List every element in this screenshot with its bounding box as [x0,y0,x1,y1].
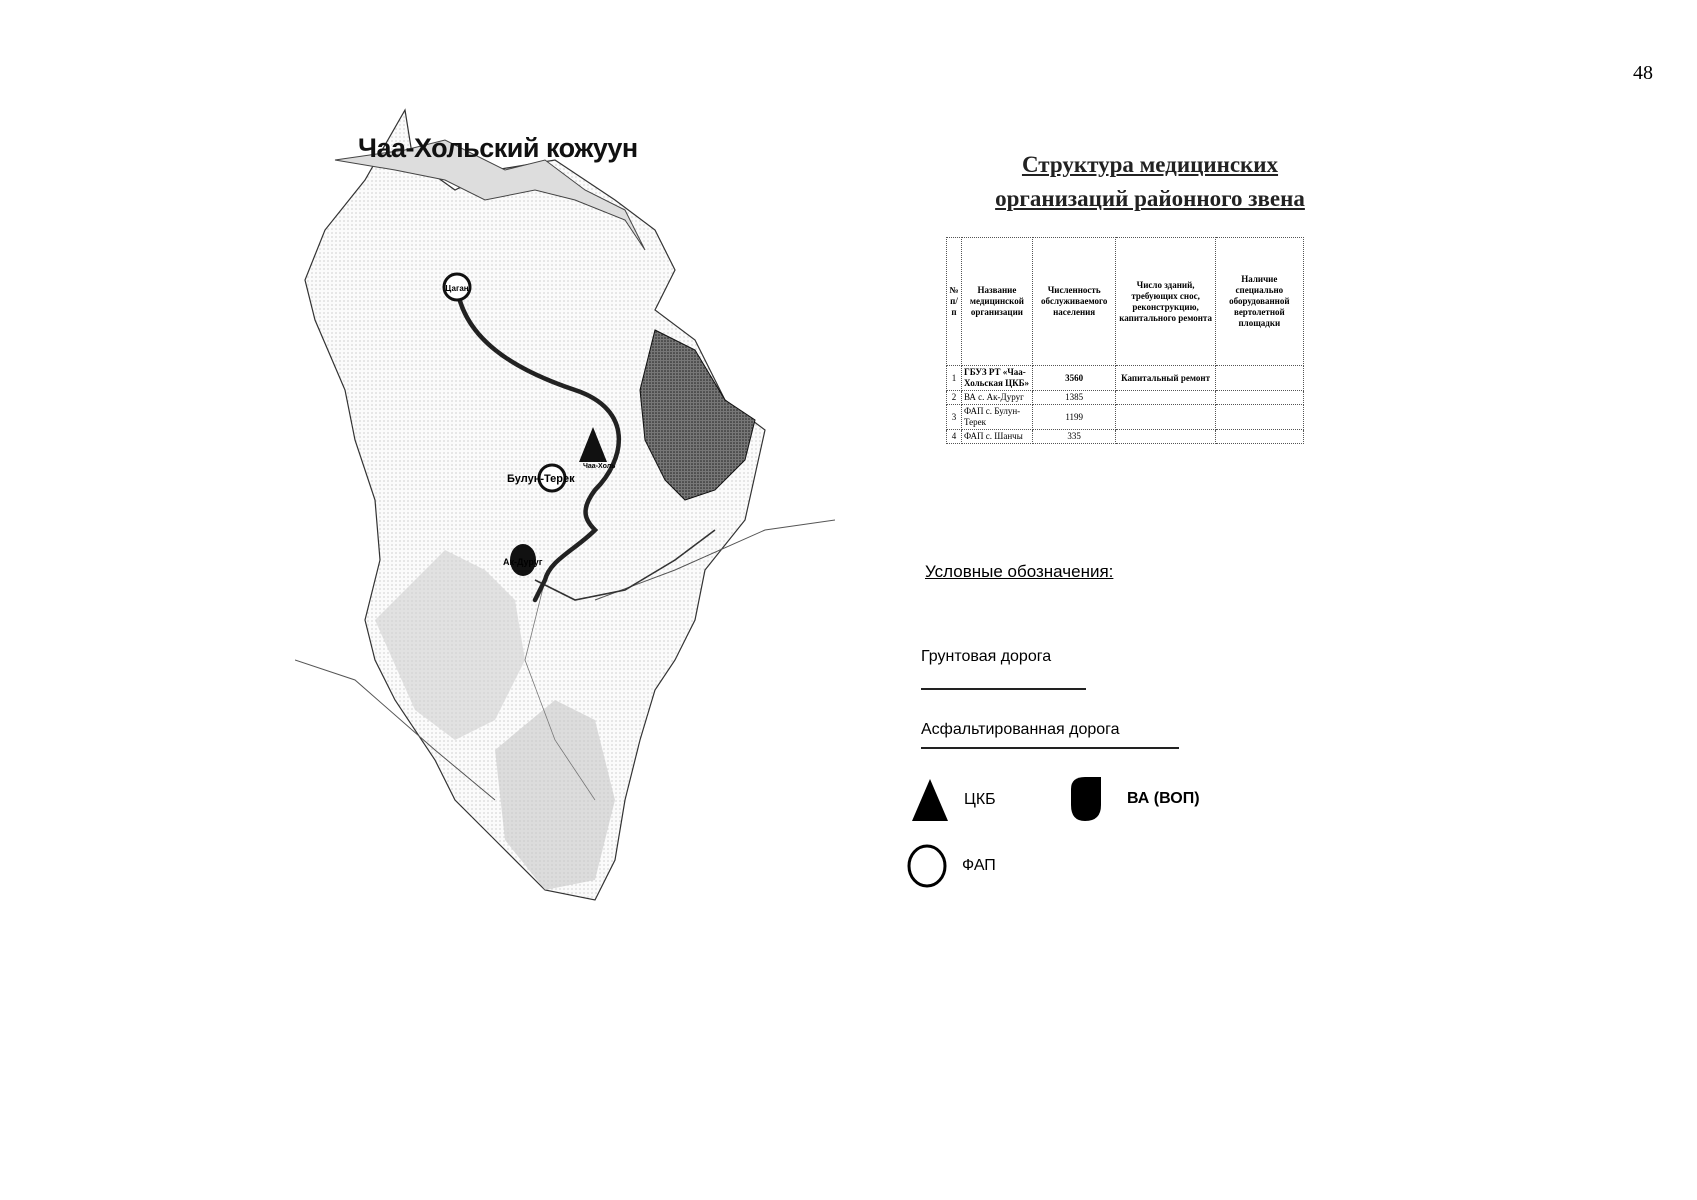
place-label-fap-middle: Булун-Терек [507,473,575,485]
legend-dirt-road-line [921,688,1086,690]
cell-population: 1385 [1032,391,1116,405]
header-population: Численность обслуживаемого населения [1032,238,1116,366]
table-row [947,366,1304,391]
cell-num: 2 [947,391,962,405]
filled-drop-icon [1067,775,1103,823]
legend-dirt-road-label: Грунтовая дорога [921,648,1052,665]
legend-fap-label: ФАП [962,857,996,874]
legend-asphalt-road-label: Асфальтированная дорога [921,721,1120,738]
header-name: Название медицинской организации [962,238,1033,366]
structure-title-line2: организаций районного звена [995,186,1305,211]
place-label-ckb: Чаа-Холь [583,463,616,470]
legend-ckb [910,777,996,823]
structure-title-line1: Структура медицинских [1021,152,1279,177]
legend-title: Условные обозначения: [925,562,1114,581]
header-helipad: Наличие специально оборудованной вертолетной площадки [1215,238,1303,366]
cell-num: 3 [947,405,962,430]
page-number: 48 [1633,62,1653,84]
cell-helipad [1215,405,1303,430]
circle-outline-icon [906,843,948,889]
cell-helipad [1215,366,1303,391]
header-num: № п/п [947,238,962,366]
table-row [947,391,1304,405]
triangle-icon [910,777,950,823]
cell-repair [1116,430,1215,444]
map-title: Чаа-Хольский кожуун [358,133,638,163]
cell-population: 3560 [1032,366,1116,391]
cell-num: 4 [947,430,962,444]
cell-name: ГБУЗ РТ «Чаа-Хольская ЦКБ» [962,366,1033,391]
cell-repair [1116,391,1215,405]
table-row [947,430,1304,444]
cell-population: 335 [1032,430,1116,444]
cell-helipad [1215,391,1303,405]
cell-name: ВА с. Ак-Дуруг [962,391,1033,405]
header-repair: Число зданий, требующих снос, реконструкцию, капитального ремонта [1116,238,1215,366]
cell-population: 1199 [1032,405,1116,430]
legend-va-label: ВА (ВОП) [1127,790,1200,807]
legend-ckb-label: ЦКБ [964,791,996,808]
cell-repair: Капитальный ремонт [1116,366,1215,391]
place-label-va: Ак-Дуруг [503,557,543,567]
cell-name: ФАП с. Булун-Терек [962,405,1033,430]
table-header-row [947,238,1304,366]
cell-helipad [1215,430,1303,444]
district-map [295,100,835,940]
cell-name: ФАП с. Шанчы [962,430,1033,444]
place-label-fap-north: Цаган [445,284,469,293]
legend-fap [906,843,996,889]
legend-va [1067,775,1200,823]
table-row [947,405,1304,430]
medical-organizations-table [946,237,1304,444]
legend-asphalt-road-line [921,747,1179,749]
structure-title [950,148,1350,216]
cell-num: 1 [947,366,962,391]
cell-repair [1116,405,1215,430]
